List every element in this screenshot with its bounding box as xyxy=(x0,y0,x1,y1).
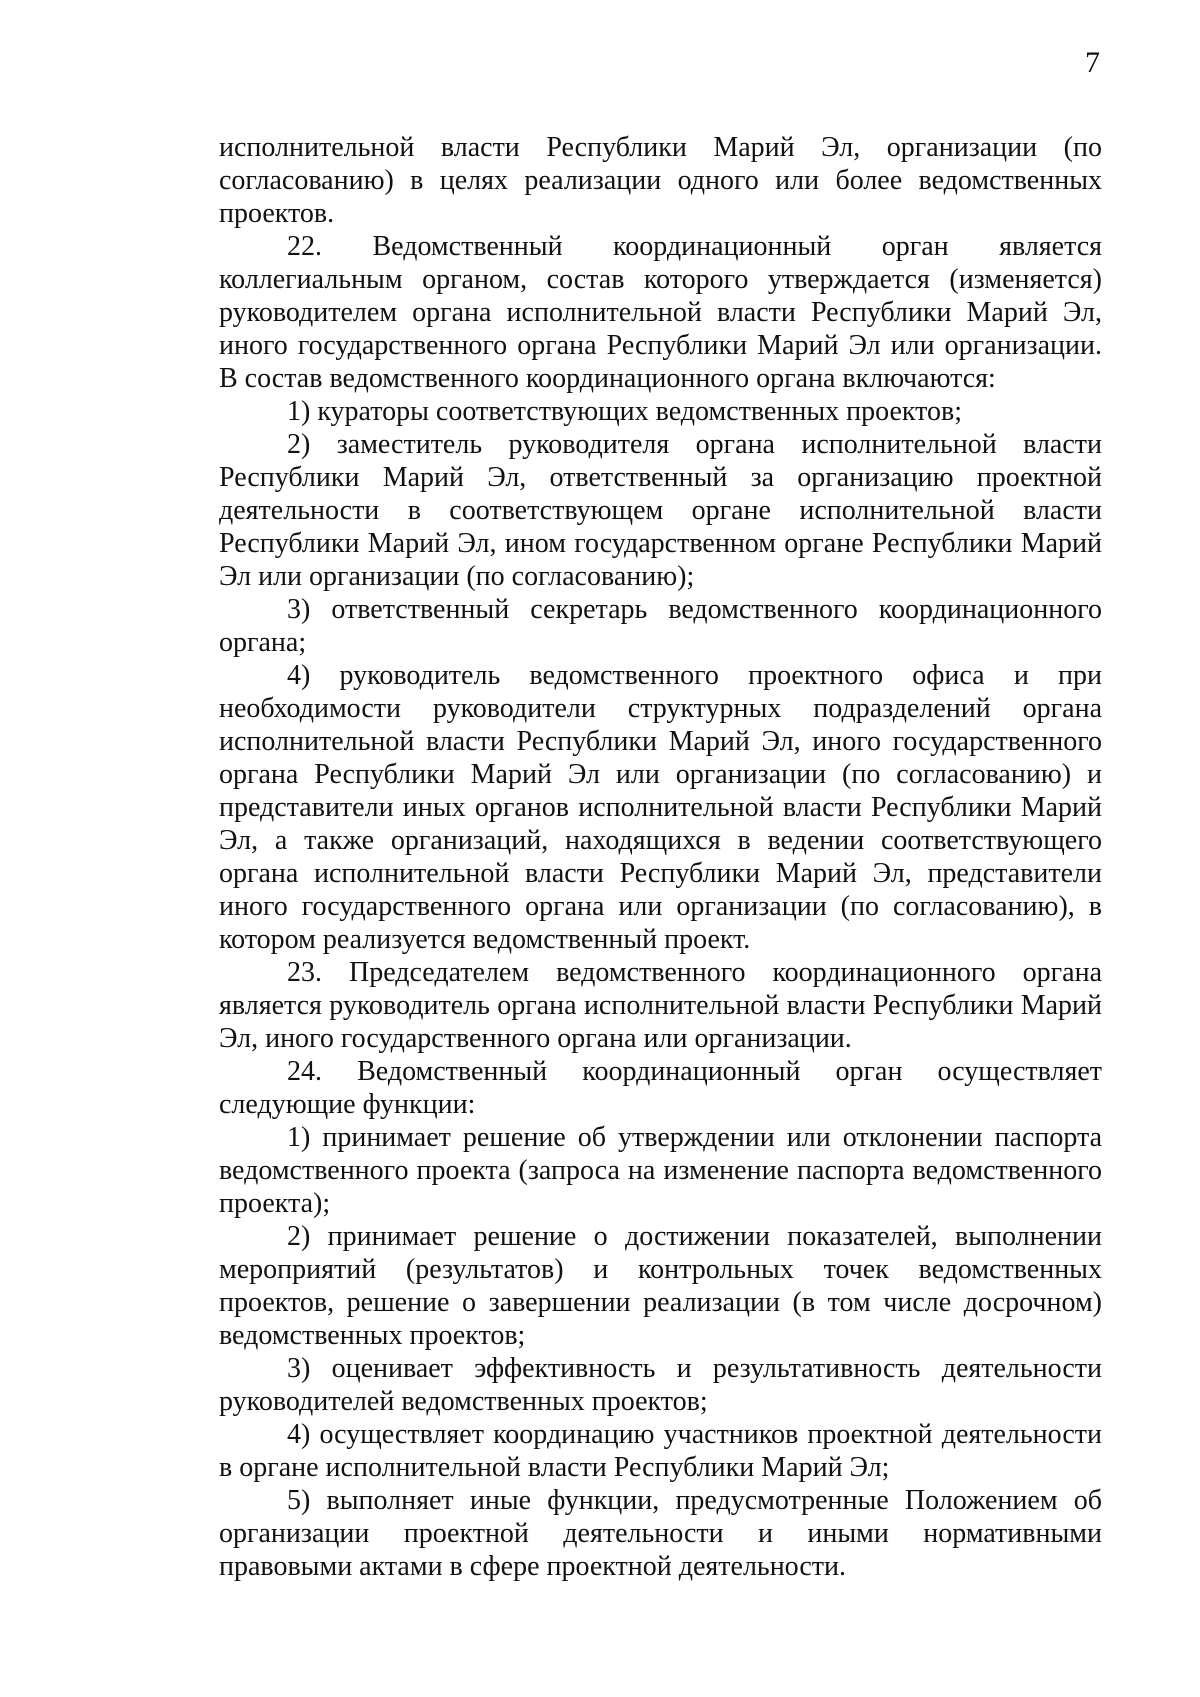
paragraph-clause-22-item-1: 1) кураторы соответствующих ведомственных проектов; xyxy=(287,396,962,427)
paragraph-clause-24-item-5: 5) выполняет иные функции, предусмотренные Положением об организации проектной деятельности и иными нормативными правовыми актами в сфере проектной деятельности. xyxy=(219,1485,1102,1582)
paragraph-clause-24: 24. Ведомственный координационный орган осуществляет следующие функции: xyxy=(219,1056,1102,1120)
page-number: 7 xyxy=(1085,46,1100,79)
paragraph-clause-22-item-2: 2) заместитель руководителя органа исполнительной власти Республики Марий Эл, ответственный за организацию проектной деятельности в соответствующем органе исполнительной власти Республики Марий Эл, ином государственном органе Республики Марий Эл или организации (по согласованию); xyxy=(219,429,1102,592)
paragraph-clause-24-item-3: 3) оценивает эффективность и результативность деятельности руководителей ведомственных проектов; xyxy=(219,1353,1102,1417)
paragraph-clause-22-item-4: 4) руководитель ведомственного проектного офиса и при необходимости руководители структурных подразделений органа исполнительной власти Республики Марий Эл, иного государственного органа Республики Марий Эл или организации (по согласованию) и представители иных органов исполнительной власти Республики Марий Эл, а также организаций, находящихся в ведении соответствующего органа исполнительной власти Республики Марий Эл, представители иного государственного органа или организации (по согласованию), в котором реализуется ведомственный проект. xyxy=(219,660,1102,955)
document-body xyxy=(219,131,1102,1583)
paragraph-clause-24-item-1: 1) принимает решение об утверждении или отклонении паспорта ведомственного проекта (запроса на изменение паспорта ведомственного проекта); xyxy=(219,1122,1102,1219)
paragraph-clause-24-item-2: 2) принимает решение о достижении показателей, выполнении мероприятий (результатов) и контрольных точек ведомственных проектов, решение о завершении реализации (в том числе досрочном) ведомственных проектов; xyxy=(219,1221,1102,1351)
paragraph-clause-22: 22. Ведомственный координационный орган является коллегиальным органом, состав которого утверждается (изменяется) руководителем органа исполнительной власти Республики Марий Эл, иного государственного органа Республики Марий Эл или организации. В состав ведомственного координационного органа включаются: xyxy=(219,231,1102,394)
paragraph-clause-23: 23. Председателем ведомственного координационного органа является руководитель органа исполнительной власти Республики Марий Эл, иного государственного органа или организации. xyxy=(219,957,1102,1054)
paragraph-clause-24-item-4: 4) осуществляет координацию участников проектной деятельности в органе исполнительной власти Республики Марий Эл; xyxy=(219,1419,1102,1483)
paragraph-continuation: исполнительной власти Республики Марий Эл, организации (по согласованию) в целях реализации одного или более ведомственных проектов. xyxy=(219,132,1102,229)
paragraph-clause-22-item-3: 3) ответственный секретарь ведомственного координационного органа; xyxy=(219,594,1102,658)
